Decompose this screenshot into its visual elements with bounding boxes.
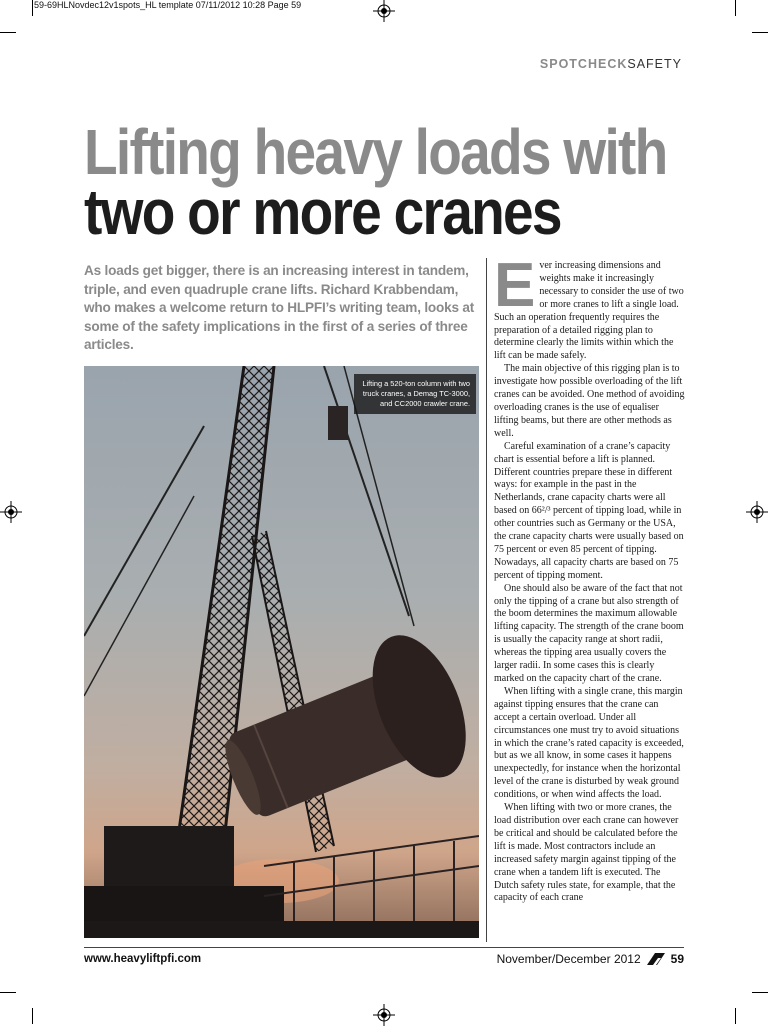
paragraph: One should also be aware of the fact that not only the tipping of a crane but also strength of the boom determines the maximum allowable lifting capacity. The strength of the crane boom is usually the capacity range at short radii, whereas the tipping area usually covers the larger radii. In some cases this is clearly marked on the capacity chart of the crane. — [494, 582, 684, 684]
headline-line2: two or more cranes — [84, 176, 561, 248]
footer-issue — [497, 952, 684, 966]
registration-mark-icon — [0, 501, 22, 523]
crop-mark — [735, 1008, 736, 1024]
paragraph — [494, 251, 685, 363]
page-number: 59 — [670, 952, 684, 966]
headline — [84, 116, 667, 248]
paragraph: Careful examination of a crane’s capacity chart is essential before a lift is planned. Different countries prepare these in different ways: for example in the past in the Netherlands, crane capacity charts were all based on 66²/³ percent of tipping load, while in other countries such as Germany or the USA, the crane capacity charts were usually based on 75 percent or even 85 percent of tipping. Nowadays, all capacity charts are based on 75 percent of tipping moment. — [494, 440, 684, 581]
standfirst: As loads get bigger, there is an increasing interest in tandem, triple, and even quadruple crane lifts. Richard Krabbendam, who makes a welcome return to HLPFI’s writing team, looks at some of the safety implications in the first of a series of three articles. — [84, 263, 475, 352]
crop-mark — [752, 992, 768, 993]
paragraph: The main objective of this rigging plan is to investigate how possible overloading of the lift cranes can be avoided. One method of avoiding overloading cranes is the use of equaliser lifting beams, but there are other methods as well. — [494, 363, 685, 439]
paragraph: When lifting with a single crane, this margin against tipping ensures that the crane can accept a certain overload. Under all circumstances one must try to avoid situations in which the crane’s rated capacity is exceeded, but as we all know, in some cases it happens unexpectedly, for instance when the horizontal level of the crane is disturbed by weak ground conditions, or when wind affects the load. — [494, 685, 684, 801]
footer-url[interactable]: www.heavyliftpfi.com — [84, 953, 202, 965]
section-tag-part2: SAFETY — [627, 57, 682, 71]
paragraph-text: ver increasing dimensions and weights make it increasingly necessary to consider the use of two or more cranes to lift a single load. Such an operation frequently requires the preparation of a detailed rigging plan to determine clearly the limits within which the lift can be made safely. — [494, 260, 684, 362]
crop-mark — [735, 0, 736, 16]
crop-mark — [32, 1008, 33, 1024]
registration-mark-icon — [373, 1004, 395, 1026]
publication-logo-icon — [647, 953, 665, 965]
article-body — [494, 251, 685, 905]
column-divider — [486, 258, 487, 942]
paragraph: When lifting with two or more cranes, the load distribution over each crane can however be critical and should be calculated before the lift is made. Most contractors include an increased safety margin against tipping of the crane when a tandem lift is executed. The Dutch safety rules state, for example, that the capacity of each crane — [494, 802, 679, 904]
crane-photo — [84, 366, 479, 938]
section-tag-part1: SPOTCHECK — [539, 57, 628, 71]
crane-scene-illustration — [84, 366, 479, 938]
registration-mark-icon — [373, 0, 395, 22]
print-slug: 59-69HLNovdec12v1spots_HL template 07/11/2012 10:28 Page 59 — [34, 0, 302, 10]
registration-mark-icon — [746, 501, 768, 523]
footer-rule — [84, 947, 684, 948]
drop-cap: E — [494, 251, 536, 320]
crop-mark — [32, 0, 33, 16]
photo-caption: Lifting a 520-ton column with two truck cranes, a Demag TC-3000, and CC2000 crawler crane. — [354, 374, 476, 414]
issue-date: November/December 2012 — [496, 952, 641, 966]
crop-mark — [0, 32, 16, 33]
section-tag — [540, 57, 682, 71]
crop-mark — [752, 32, 768, 33]
headline-line1: Lifting heavy loads with — [84, 116, 667, 188]
crop-mark — [0, 992, 16, 993]
